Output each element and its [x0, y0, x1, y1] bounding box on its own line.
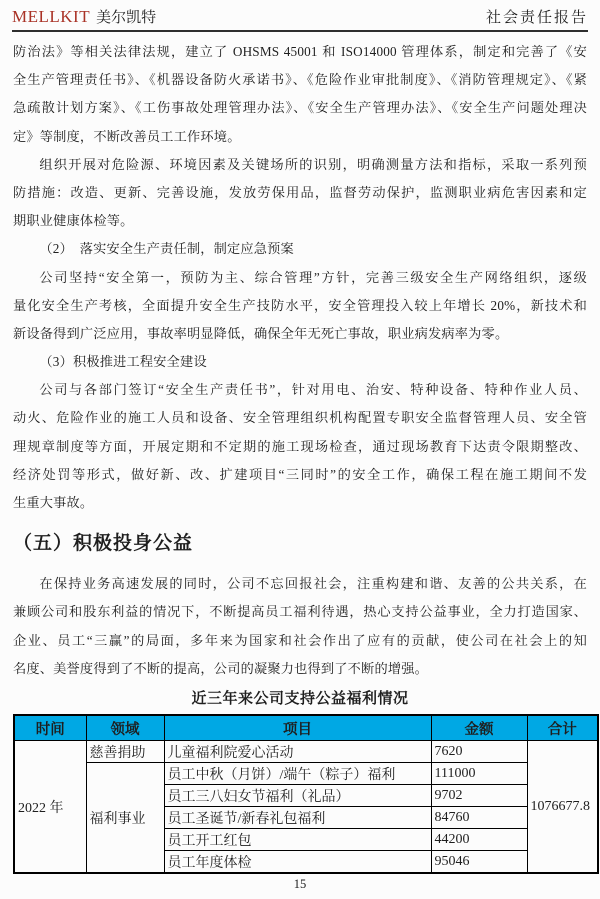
table-header-total: 合计	[527, 715, 598, 741]
table-header-project: 项目	[164, 715, 431, 741]
paragraph-line: 公司与各部门签订“安全生产责任书”，针对用电、治安、特种设备、特种作业人员、	[39, 382, 587, 398]
amount-cell: 84760	[431, 807, 527, 829]
domain-cell: 慈善捐助	[86, 741, 164, 763]
table-header-amount: 金额	[431, 715, 527, 741]
table-header-time: 时间	[14, 715, 86, 741]
project-cell: 员工中秋（月饼）/端午（粽子）福利	[164, 763, 431, 785]
paragraph	[13, 376, 587, 517]
paragraph-line: 动火、危险作业的施工人员和设备、安全管理组织机构配置专职安全监督管理人员、安全管	[13, 410, 587, 426]
project-cell: 员工开工红包	[164, 829, 431, 851]
paragraph-line: 兼顾公司和股东利益的情况下，不断提高员工福利待遇，热心支持公益事业，全力打造国家、	[13, 604, 587, 620]
domain-cell: 福利事业	[86, 763, 164, 873]
paragraph-line: 新设备得到广泛应用，事故率明显降低，确保全年无死亡事故，职业病发病率为零。	[13, 325, 509, 341]
amount-cell: 9702	[431, 785, 527, 807]
paragraph-line: 公司坚持“安全第一，预防为主、综合管理”方针，完善三级安全生产网络组织，逐级	[39, 269, 587, 285]
paragraph-line: 企业、员工“三赢”的局面，多年来为国家和社会作出了应有的贡献，使公司在社会上的知	[13, 632, 587, 648]
project-cell: 员工年度体检	[164, 851, 431, 873]
brand-name-cn: 美尔凯特	[96, 10, 157, 26]
paragraph-line: （3）积极推进工程安全建设	[39, 354, 207, 370]
project-cell: 员工圣诞节/新春礼包福利	[164, 807, 431, 829]
numbered-subheading	[13, 235, 587, 263]
year-cell: 2022 年	[14, 741, 86, 873]
table-header-domain: 领域	[86, 715, 164, 741]
paragraph-line: （2） 落实安全生产责任制，制定应急预案	[39, 241, 294, 257]
section-heading: （五）积极投身公益	[13, 533, 194, 555]
total-cell: 1076677.8	[527, 741, 598, 873]
paragraph-line: 全生产管理责任书》、《机器设备防火承诺书》、《危险作业审批制度》、《消防管理规定》、《紧	[13, 72, 587, 88]
amount-cell: 111000	[431, 763, 527, 785]
document-title: 社会责任报告	[485, 10, 588, 26]
page-number: 15	[293, 877, 307, 891]
paragraph-line: 名度、美誉度得到了不断的提高，公司的凝聚力也得到了不断的增强。	[13, 660, 429, 676]
amount-cell: 44200	[431, 829, 527, 851]
paragraph-line: 在保持业务高速发展的同时，公司不忘回报社会，注重构建和谐、友善的公共关系，在	[39, 576, 587, 592]
paragraph-line: 防治法》等相关法律法规，建立了 OHSMS 45001 和 ISO14000 管理体系，制定和完善了《安	[13, 44, 587, 59]
table-header-row	[14, 715, 598, 741]
paragraph	[13, 38, 587, 151]
paragraph-line: 生重大事故。	[13, 495, 94, 510]
paragraph	[13, 151, 587, 236]
page-header	[12, 6, 588, 32]
paragraph-line: 期职业健康体检等。	[13, 213, 134, 229]
table-row	[14, 741, 598, 763]
paragraph-line: 定》等制度，不断改善员工工作环境。	[13, 128, 241, 144]
paragraph	[13, 264, 587, 349]
brand-logo	[12, 6, 156, 27]
paragraph-line: 量化安全生产考核，全面提升安全生产技防水平，安全管理投入较上年增长 20%，新技术和	[13, 297, 587, 313]
brand-name-en: MELLKIT	[12, 7, 91, 26]
amount-cell: 7620	[431, 741, 527, 763]
charity-table	[13, 714, 599, 874]
paragraph	[13, 570, 587, 683]
table-title: 近三年来公司支持公益福利情况	[191, 689, 409, 707]
project-cell: 员工三八妇女节福利（礼品）	[164, 785, 431, 807]
paragraph-line: 理规章制度等方面，开展定期和不定期的施工现场检查，通过现场教育下达责令限期整改、	[13, 438, 587, 454]
paragraph-line: 防措施：改造、更新、完善设施，发放劳保用品，监督劳动保护，监测职业病危害因素和定	[13, 184, 587, 200]
table-row	[14, 763, 598, 785]
paragraph-line: 组织开展对危险源、环境因素及关键场所的识别，明确测量方法和指标，采取一系列预	[39, 156, 587, 172]
numbered-subheading	[13, 348, 587, 376]
amount-cell: 95046	[431, 851, 527, 873]
document-body	[13, 38, 590, 874]
paragraph-line: 急疏散计划方案》、《工伤事故处理管理办法》、《安全生产管理办法》、《安全生产问题处理决	[13, 100, 587, 116]
project-cell: 儿童福利院爱心活动	[164, 741, 431, 763]
paragraph-line: 经济处罚等形式，做好新、改、扩建项目“三同时”的安全工作，确保工程在施工期间不发	[13, 466, 587, 482]
